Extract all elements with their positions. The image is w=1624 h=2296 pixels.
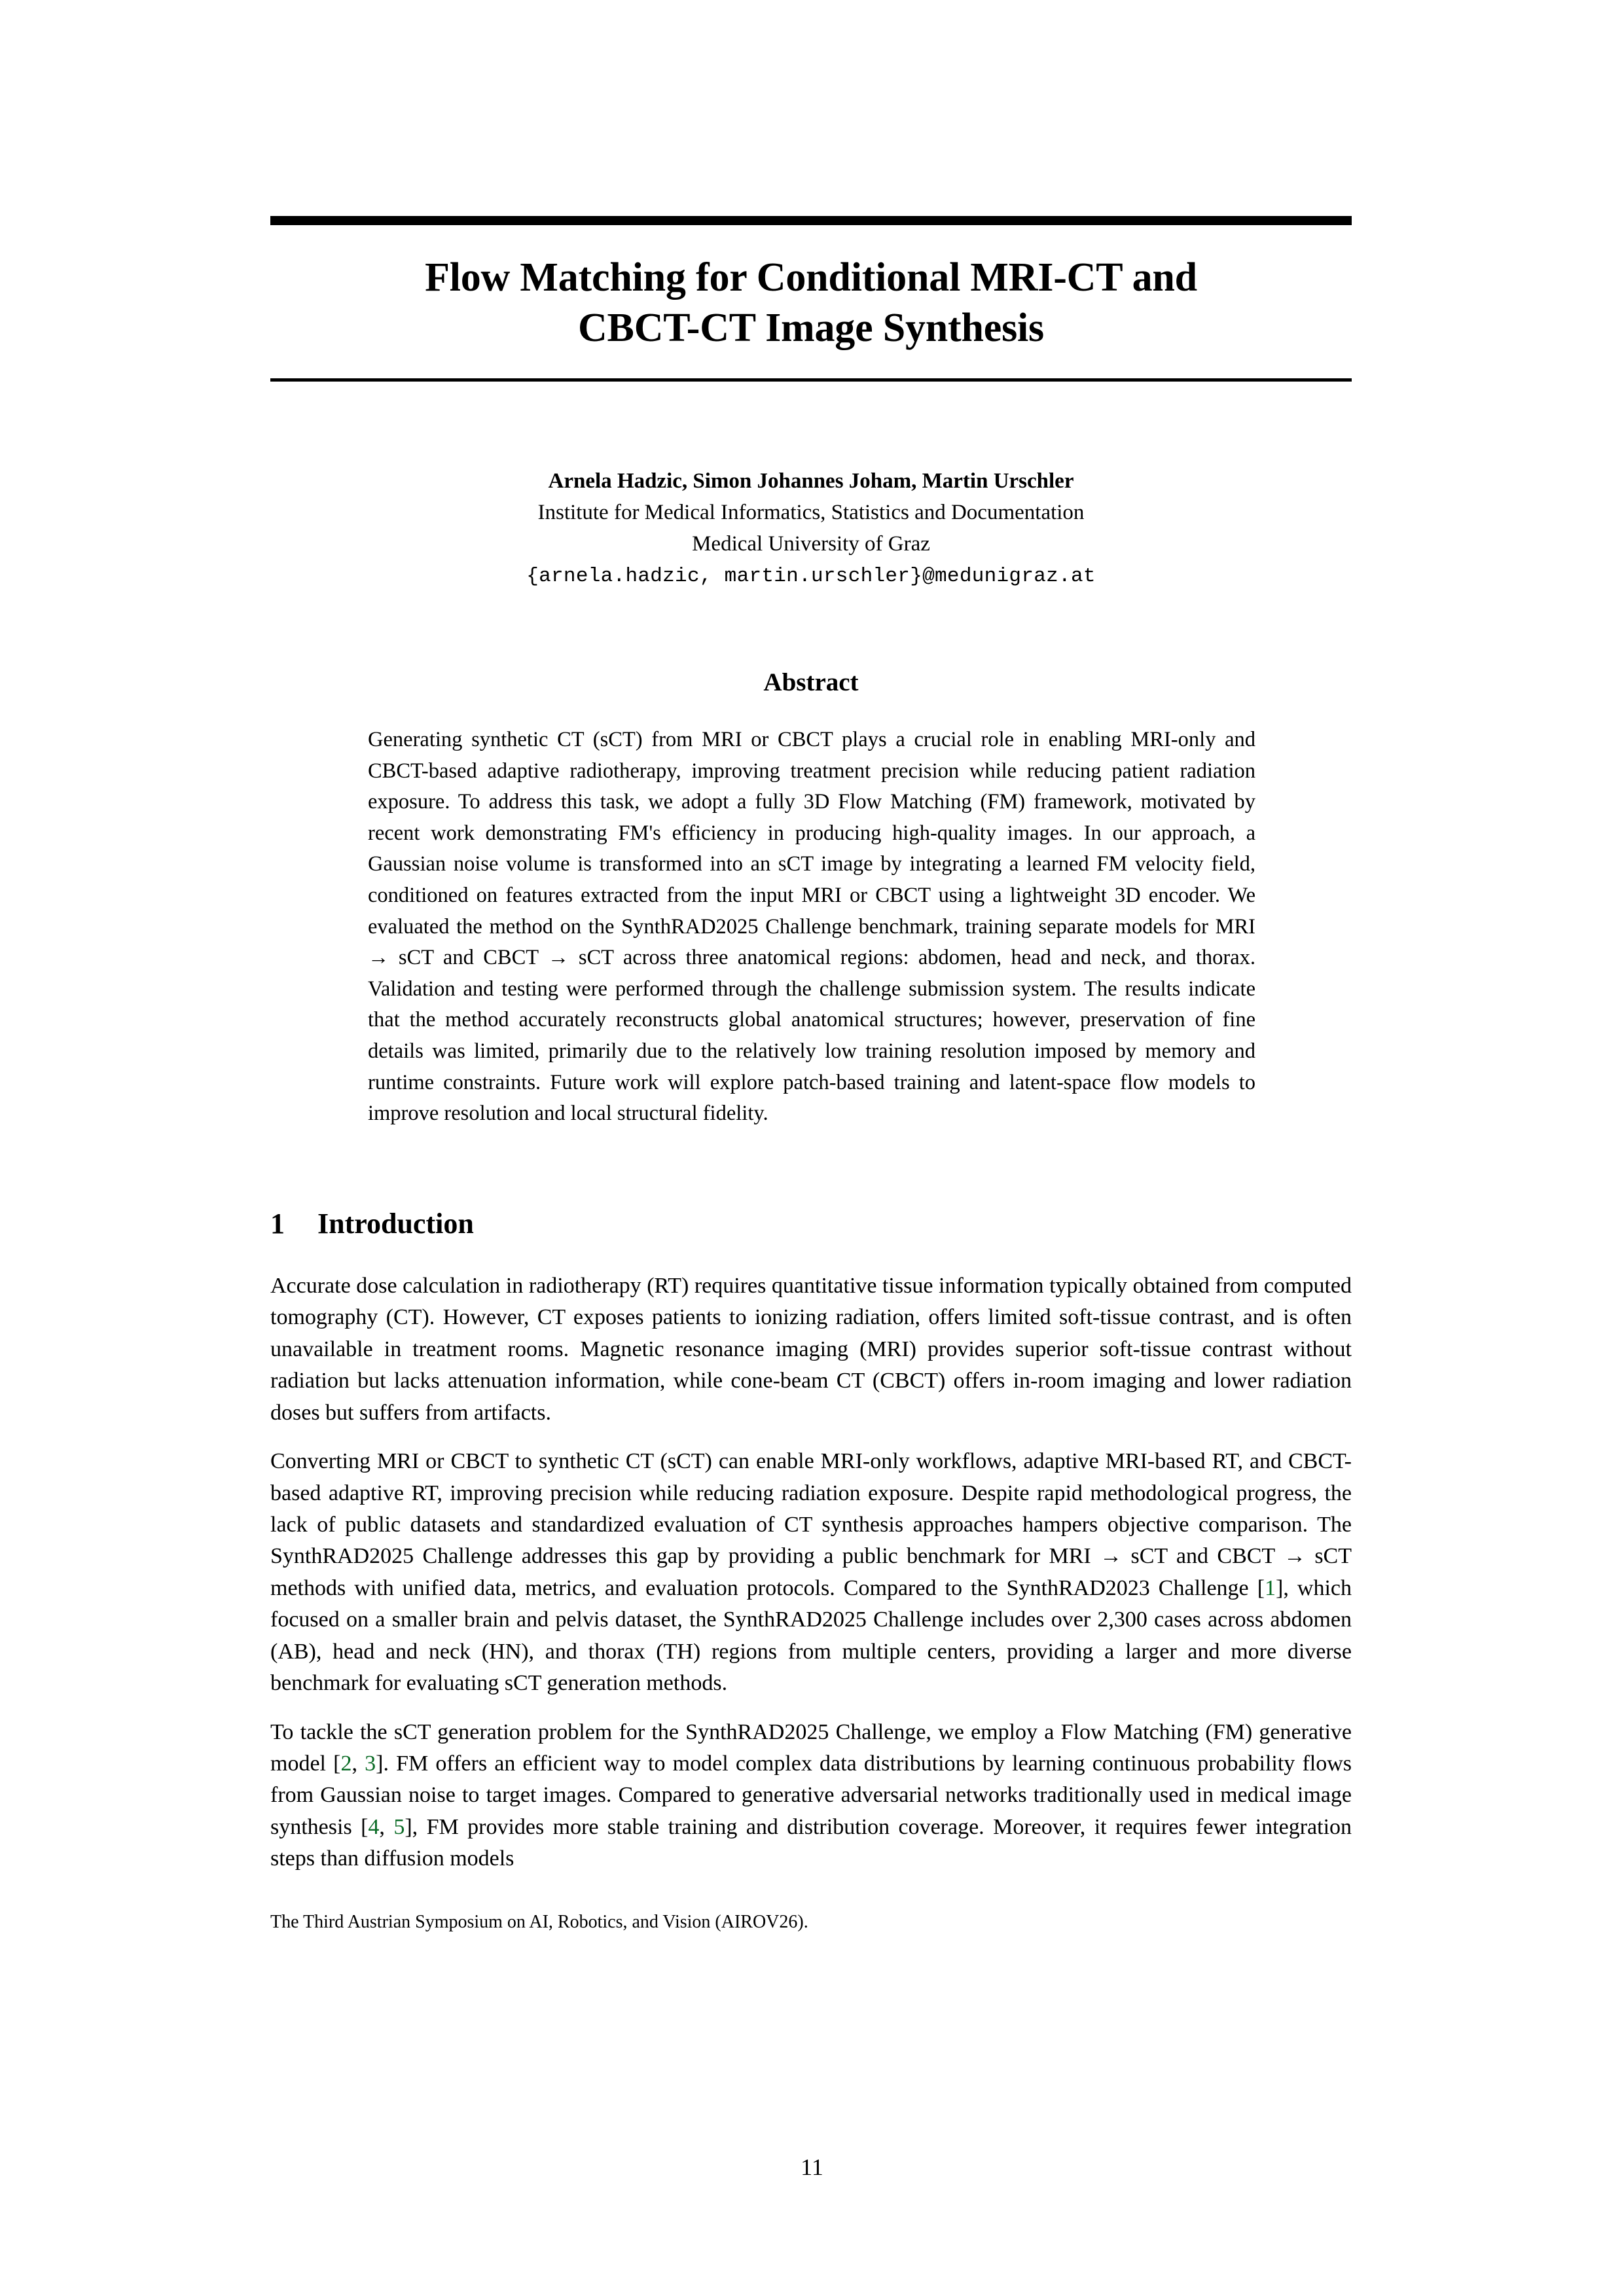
citation-separator-2: , bbox=[379, 1814, 394, 1839]
author-block bbox=[270, 465, 1352, 594]
citation-link-1[interactable]: 1 bbox=[1265, 1575, 1276, 1600]
abstract-heading: Abstract bbox=[763, 668, 859, 696]
page-number: 11 bbox=[801, 2154, 823, 2180]
paragraph-3-part-b: ]. FM offers an efficient way to model complex data distributions by learning continuous probability flows from Gaussian noise to target images. Compared to generative adversarial networks traditionally used in medical image synthesis [ bbox=[270, 1751, 1352, 1839]
abstract-text: Generating synthetic CT (sCT) from MRI or CBCT plays a crucial role in enabling MRI-only and CBCT-based adaptive radiotherapy, improving treatment precision while reducing patient radiation exposure. To address this task, we adopt a fully 3D Flow Matching (FM) framework, motivated by recent work demonstrating FM's efficiency in producing high-quality images. In our approach, a Gaussian noise volume is transformed into an sCT image by integrating a learned FM velocity field, conditioned on features extracted from the input MRI or CBCT using a lightweight 3D encoder. We evaluated the method on the SynthRAD2025 Challenge benchmark, training separate models for MRI → sCT and CBCT → sCT across three anatomical regions: abdomen, head and neck, and thorax. Validation and testing were performed through the challenge submission system. The results indicate that the method accurately reconstructs global anatomical structures; however, preservation of fine details was limited, primarily due to the relatively low training resolution imposed by memory and runtime constraints. Future work will explore patch-based training and latent-space flow models to improve resolution and local structural fidelity. bbox=[368, 727, 1255, 1126]
paragraph-2 bbox=[270, 1446, 1352, 1700]
title-line-2: CBCT-CT Image Synthesis bbox=[577, 305, 1044, 350]
paragraph-3-part-c: ], FM provides more stable training and distribution coverage. Moreover, it requires fewer integration steps than diffusion models bbox=[270, 1814, 1352, 1871]
citation-link-5[interactable]: 5 bbox=[393, 1814, 405, 1839]
paragraph-1: Accurate dose calculation in radiotherapy (RT) requires quantitative tissue information typically obtained from computed tomography (CT). However, CT exposes patients to ionizing radiation, offers limited soft-tissue contrast, and is often unavailable in treatment rooms. Magnetic resonance imaging (MRI) provides superior soft-tissue contrast without radiation but lacks attenuation information, while cone-beam CT (CBCT) offers in-room imaging and lower radiation doses but suffers from artifacts. bbox=[270, 1273, 1352, 1425]
author-names: Arnela Hadzic, Simon Johannes Joham, Martin Urschler bbox=[548, 469, 1074, 493]
citation-separator-1: , bbox=[352, 1751, 365, 1776]
paragraph-2-part-a: Converting MRI or CBCT to synthetic CT (sCT) can enable MRI-only workflows, adaptive MRI-based RT, and CBCT-based adaptive RT, improving precision while reducing radiation exposure. Despite rapid methodological progress, the lack of public datasets and standardized evaluation of CT synthesis approaches hampers objective comparison. The SynthRAD2025 Challenge addresses this gap by providing a public benchmark for MRI → sCT and CBCT → sCT methods with unified data, metrics, and evaluation protocols. Compared to the SynthRAD2023 Challenge [ bbox=[270, 1449, 1352, 1600]
affiliation-line-2: Medical University of Graz bbox=[692, 532, 930, 556]
paper-title bbox=[270, 225, 1352, 378]
paragraph-2-part-b: ], which focused on a smaller brain and pelvis dataset, the SynthRAD2025 Challenge includes over 2,300 cases across abdomen (AB), head and neck (HN), and thorax (TH) regions from multiple centers, providing a larger and more diverse benchmark for evaluating sCT generation methods. bbox=[270, 1575, 1352, 1696]
page-content-column bbox=[270, 0, 1352, 1935]
affiliation-line-1: Institute for Medical Informatics, Statistics and Documentation bbox=[537, 500, 1085, 524]
paragraph-3-part-a: To tackle the sCT generation problem for the SynthRAD2025 Challenge, we employ a Flow Matching (FM) generative model [ bbox=[270, 1719, 1352, 1776]
section-title: Introduction bbox=[317, 1207, 474, 1240]
author-email: {arnela.hadzic, martin.urschler}@medunigraz.at bbox=[526, 565, 1096, 588]
citation-link-3[interactable]: 3 bbox=[365, 1751, 376, 1776]
abstract-section bbox=[270, 668, 1352, 1130]
section-heading-introduction bbox=[270, 1207, 1352, 1240]
title-line-1: Flow Matching for Conditional MRI-CT and bbox=[425, 255, 1197, 300]
section-number: 1 bbox=[270, 1207, 285, 1240]
paragraph-3 bbox=[270, 1717, 1352, 1875]
footnote-area bbox=[270, 1909, 1352, 1935]
title-bottom-rule bbox=[270, 378, 1352, 382]
title-top-rule bbox=[270, 216, 1352, 225]
footnote-text: The Third Austrian Symposium on AI, Robotics, and Vision (AIROV26). bbox=[270, 1911, 808, 1932]
citation-link-2[interactable]: 2 bbox=[340, 1751, 352, 1776]
citation-link-4[interactable]: 4 bbox=[368, 1814, 380, 1839]
